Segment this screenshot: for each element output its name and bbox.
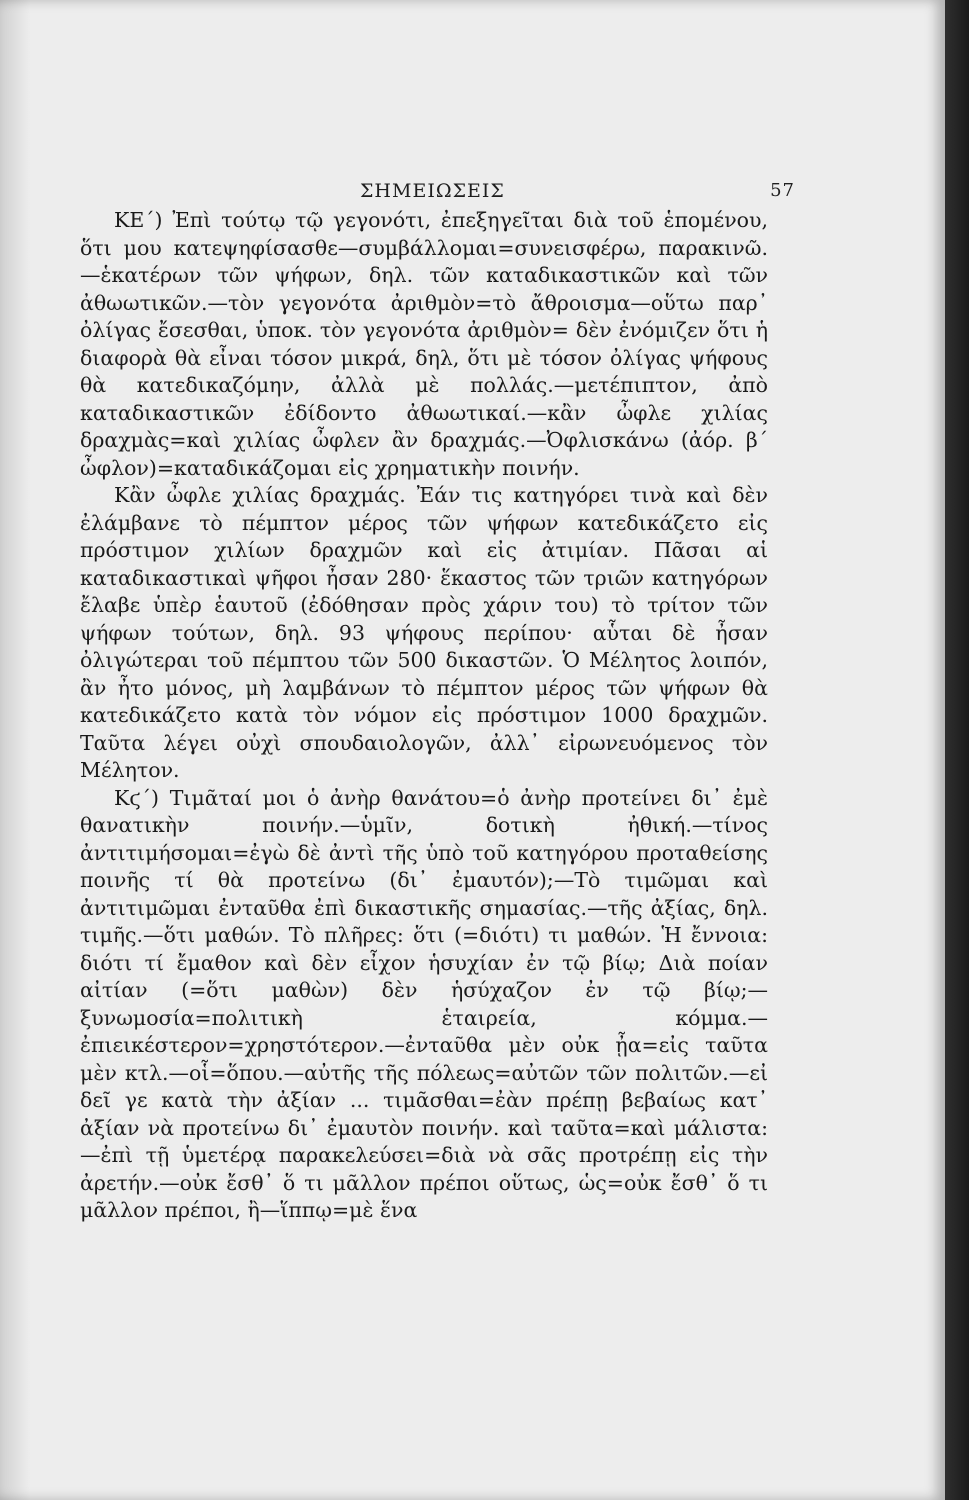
book-edge-shadow bbox=[945, 0, 969, 1500]
body-text bbox=[80, 207, 768, 1225]
running-title: ΣΗΜΕΙΩΣΕΙΣ bbox=[360, 180, 505, 202]
page-number: 57 bbox=[770, 180, 795, 201]
paragraph-kan-ofle: Κἂν ὦφλε χιλίας δραχμάς. Ἐάν τις κατηγόρει τινὰ καὶ δὲν ἐλάμβανε τὸ πέμπτον μέρος τῶν ψήφων κατεδικάζετο εἰς πρόστιμον χιλίων δραχμῶν καὶ εἰς ἀτιμίαν. Πᾶσαι αἱ καταδικαστικαὶ ψῆφοι ἦσαν 280· ἕκαστος τῶν τριῶν κατηγόρων ἔλαβε ὑπὲρ ἑαυτοῦ (ἐδόθησαν πρὸς χάριν του) τὸ τρίτον τῶν ψήφων τούτων, δηλ. 93 ψήφους περίπου· αὗται δὲ ἦσαν ὀλιγώτεραι τοῦ πέμπτου τῶν 500 δικαστῶν. Ὁ Μέλητος λοιπόν, ἂν ἦτο μόνος, μὴ λαμβάνων τὸ πέμπτον μέρος τῶν ψήφων θὰ κατεδικάζετο κατὰ τὸν νόμον εἰς πρόστιμον 1000 δραχμῶν. Ταῦτα λέγει οὐχὶ σπουδαιολογῶν, ἀλλ᾽ εἰρωνευόμενος τὸν Μέλητον. bbox=[80, 483, 768, 782]
paragraph-ks: Κϛ΄) Τιμᾶταί μοι ὁ ἀνὴρ θανάτου=ὁ ἀνὴρ προτείνει δι᾽ ἐμὲ θανατικὴν ποινήν.—ὑμῖν, δοτικὴ ἠθική.—τίνος ἀντιτιμήσομαι=ἐγὼ δὲ ἀντὶ τῆς ὑπὸ τοῦ κατηγόρου προταθείσης ποινῆς τί θὰ προτείνω (δι᾽ ἐμαυτόν);—Τὸ τιμῶμαι καὶ ἀντιτιμῶμαι ἐνταῦθα ἐπὶ δικαστικῆς σημασίας.—τῆς ἀξίας, δηλ. τιμῆς.—ὅτι μαθών. Τὸ πλῆρες: ὅτι (=διότι) τι μαθών. Ἡ ἔννοια: διότι τί ἔμαθον καὶ δὲν εἶχον ἡσυχίαν ἐν τῷ βίῳ; Διὰ ποίαν αἰτίαν (=ὅτι μαθὼν) δὲν ἡσύχαζον ἐν τῷ βίῳ;—ξυνωμοσία=πολιτικὴ ἑταιρεία, κόμμα.—ἐπιεικέστερον=χρηστότερον.—ἐνταῦθα μὲν οὐκ ᾖα=εἰς ταῦτα μὲν κτλ.—οἷ=ὅπου.—αὐτῆς τῆς πόλεως=αὐτῶν τῶν πολιτῶν.—εἰ δεῖ γε κατὰ τὴν ἀξίαν ... τιμᾶσθαι=ἐὰν πρέπῃ βεβαίως κατ᾽ ἀξίαν νὰ προτείνω δι᾽ ἐμαυτὸν ποινήν. καὶ ταῦτα=καὶ μάλιστα:—ἐπὶ τῇ ὑμετέρᾳ παρακελεύσει=διὰ νὰ σᾶς προτρέπῃ εἰς τὴν ἀρετήν.—οὐκ ἔσθ᾽ ὅ τι μᾶλλον πρέποι οὕτως, ὡς=οὐκ ἔσθ᾽ ὅ τι μᾶλλον πρέποι, ἢ—ἵππῳ=μὲ ἕνα bbox=[80, 785, 768, 1222]
page-header bbox=[0, 180, 945, 210]
paragraph-ke: ΚΕ΄) Ἐπὶ τούτῳ τῷ γεγονότι, ἐπεξηγεῖται διὰ τοῦ ἑπομένου, ὅτι μου κατεψηφίσασθε—συμβάλλομαι=συνεισφέρω, παρακινῶ.—ἑκατέρων τῶν ψήφων, δηλ. τῶν καταδικαστικῶν καὶ τῶν ἀθωωτικῶν.—τὸν γεγονότα ἀριθμὸν=τὸ ἄθροισμα—οὕτω παρ᾽ ὀλίγας ἔσεσθαι, ὑποκ. τὸν γεγονότα ἀριθμὸν= δὲν ἐνόμιζεν ὅτι ἡ διαφορὰ θὰ εἶναι τόσον μικρά, δηλ, ὅτι μὲ τόσον ὀλίγας ψήφους θὰ κατεδικαζόμην, ἀλλὰ μὲ πολλάς.—μετέπιπτον, ἀπὸ καταδικαστικῶν ἐδίδοντο ἀθωωτικαί.—κἂν ὦφλε χιλίας δραχμὰς=καὶ χιλίας ὦφλεν ἂν δραχμάς.—Ὀφλισκάνω (ἀόρ. β΄ ὦφλον)=καταδικάζομαι εἰς χρηματικὴν ποινήν. bbox=[80, 208, 768, 480]
